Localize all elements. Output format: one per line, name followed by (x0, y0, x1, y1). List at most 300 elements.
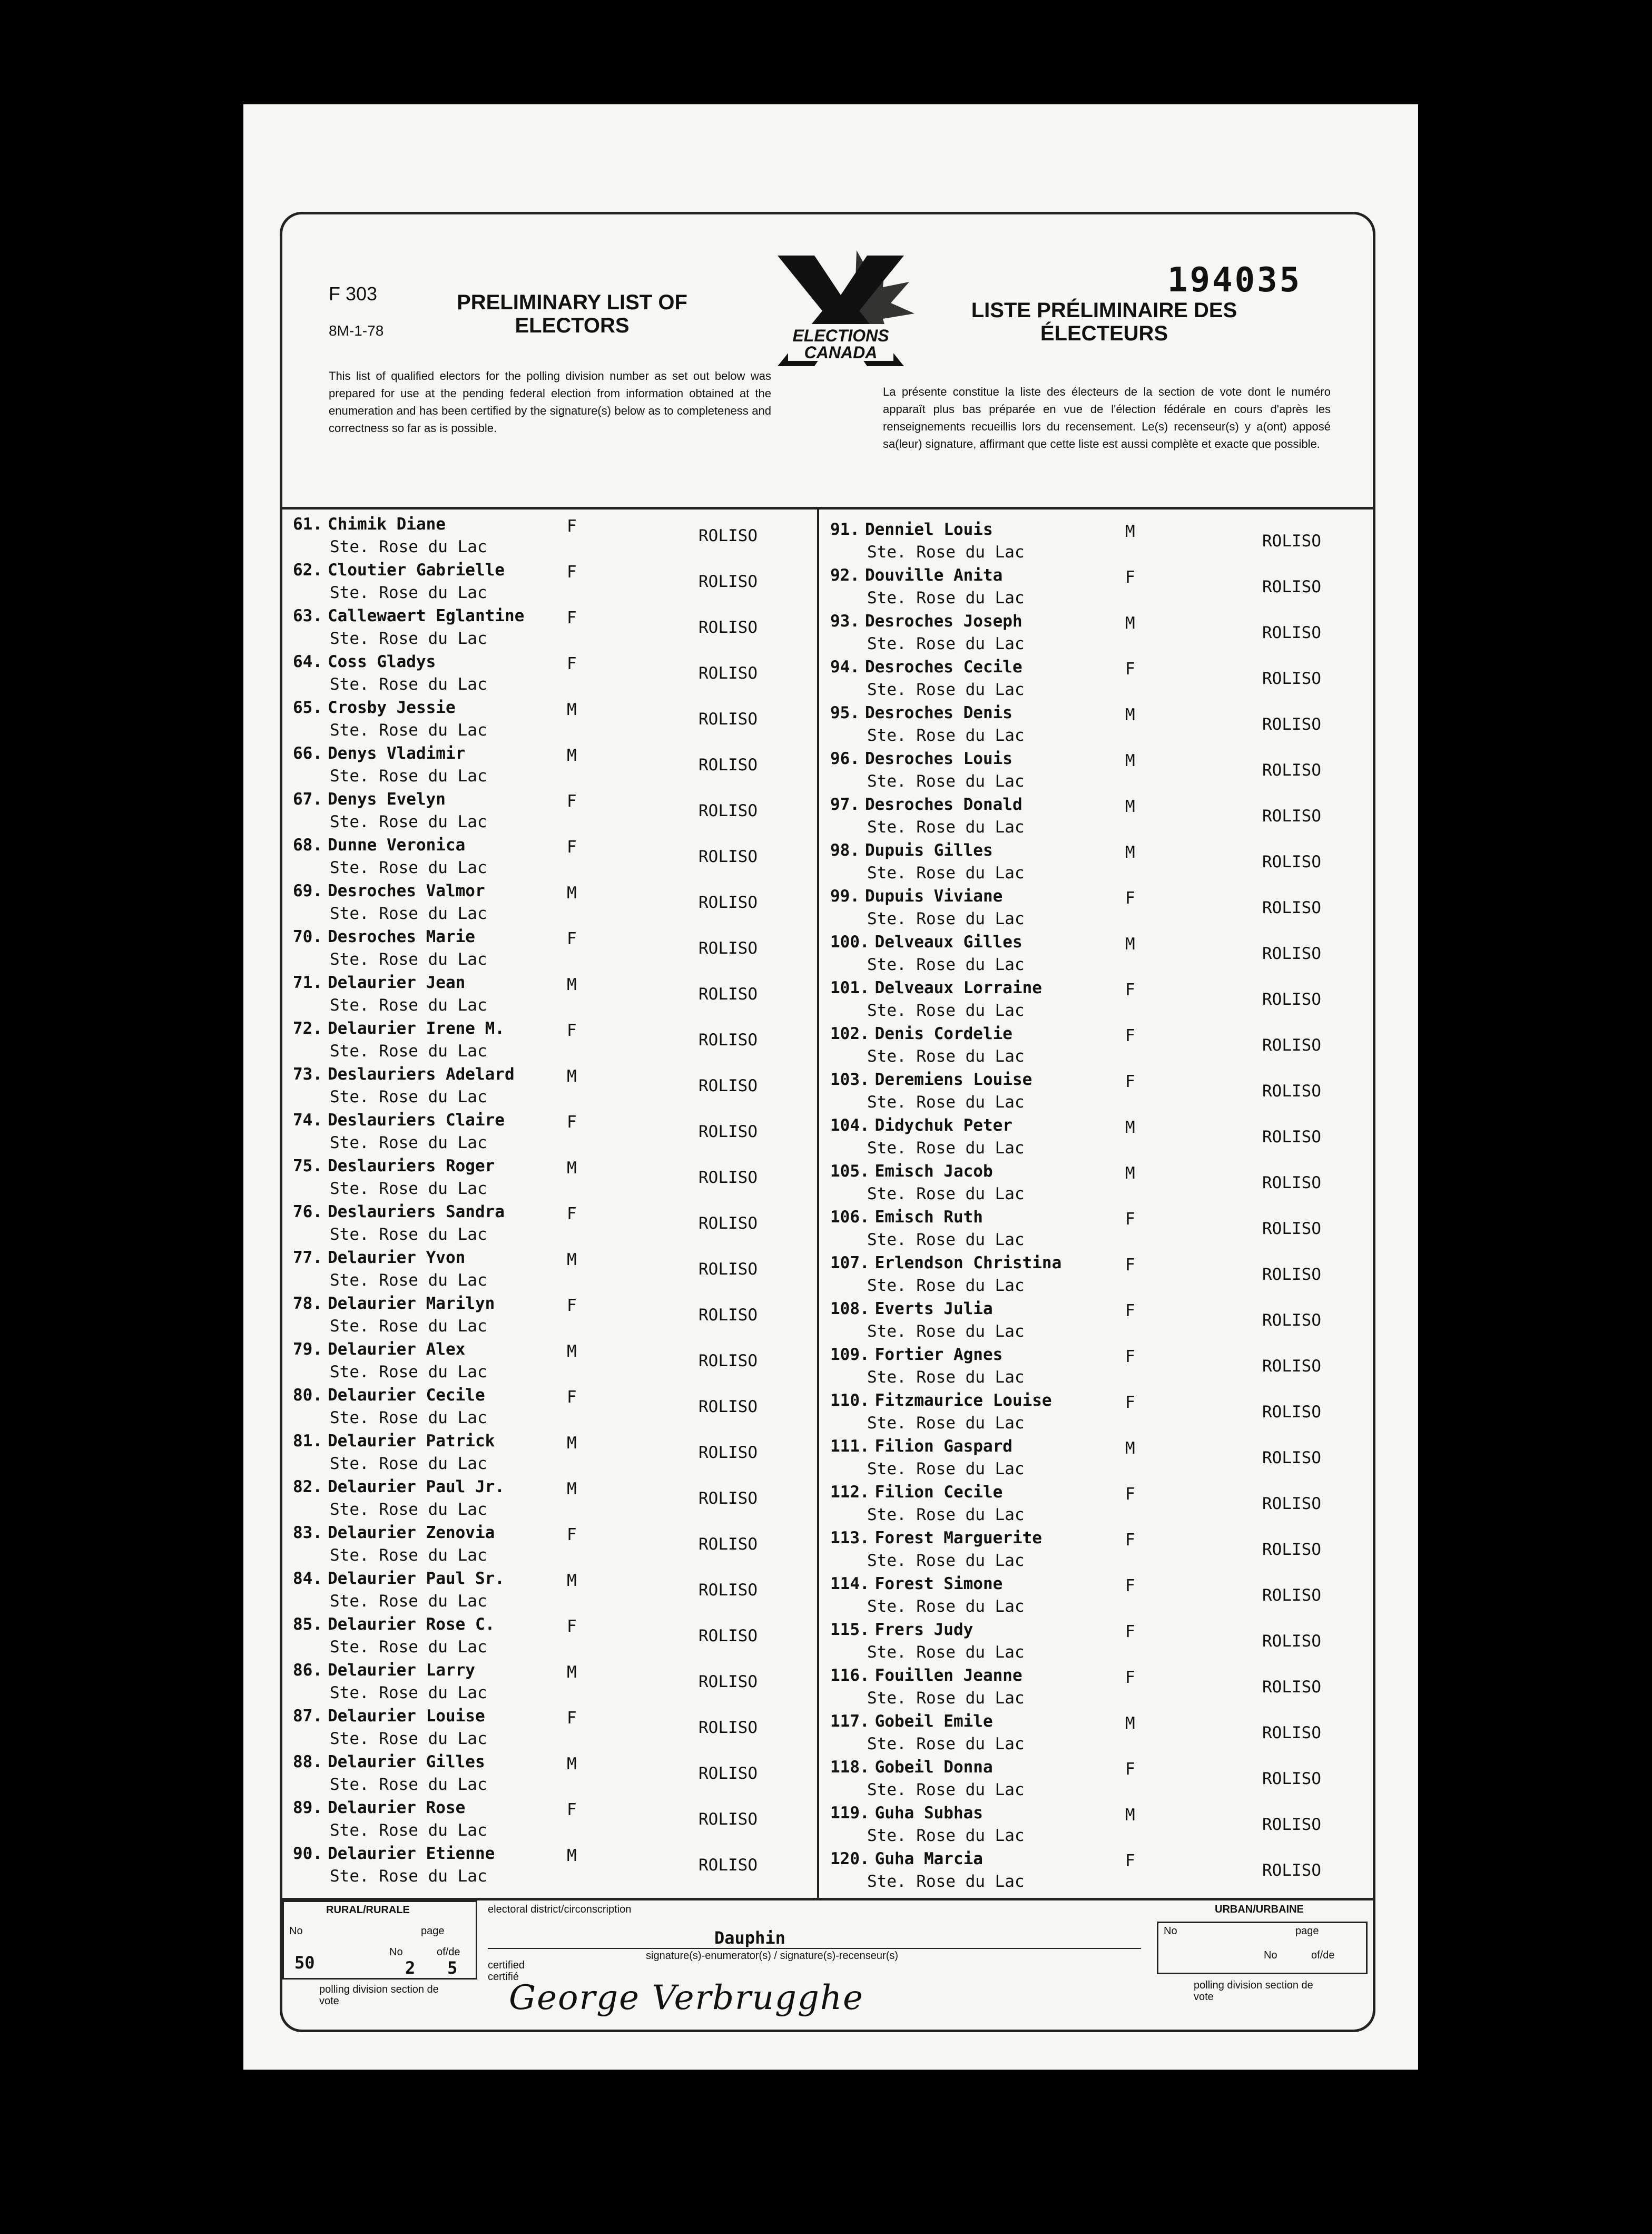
form-code: F 303 (329, 283, 378, 305)
elector-entry (293, 1798, 814, 1844)
elector-entry (293, 1615, 814, 1661)
elector-number: 119. (830, 1804, 870, 1823)
elector-poll: ROLISO (699, 572, 758, 591)
elector-entry (830, 1070, 1373, 1116)
elector-number-name (830, 1758, 993, 1777)
elector-name: Desroches Marie (328, 927, 475, 946)
elector-name: Delaurier Irene M. (328, 1019, 505, 1038)
elector-poll: ROLISO (1262, 1403, 1321, 1422)
elector-number: 93. (830, 612, 860, 631)
elector-name: Crosby Jessie (328, 698, 456, 717)
elector-address: Ste. Rose du Lac (330, 1179, 487, 1198)
elector-entry (830, 978, 1373, 1024)
elector-number: 97. (830, 795, 860, 814)
elector-address: Ste. Rose du Lac (330, 1775, 487, 1794)
elector-entry (293, 1432, 814, 1477)
elector-entry (293, 1294, 814, 1340)
elector-name: Fouillen Jeanne (874, 1666, 1022, 1685)
elector-name: Delaurier Jean (328, 973, 466, 992)
elector-number: 109. (830, 1345, 870, 1364)
elector-number-name (293, 1477, 505, 1496)
elector-sex: M (567, 1067, 577, 1086)
elector-number-name (293, 1523, 495, 1542)
urban-label: URBAN/URBAINE (1215, 1904, 1304, 1915)
elector-number: 79. (293, 1340, 322, 1359)
elector-sex: F (1125, 1072, 1135, 1091)
elector-number: 91. (830, 520, 860, 539)
elector-number: 116. (830, 1666, 870, 1685)
elector-poll: ROLISO (699, 1214, 758, 1233)
elector-number: 120. (830, 1849, 870, 1868)
elector-address: Ste. Rose du Lac (867, 1826, 1025, 1845)
elector-entry (293, 1157, 814, 1202)
elector-address: Ste. Rose du Lac (330, 629, 487, 648)
elector-entry (830, 1253, 1373, 1299)
elector-poll: ROLISO (1262, 1128, 1321, 1147)
elector-name: Delveaux Lorraine (874, 978, 1042, 997)
polling-division-value: 50 (294, 1953, 315, 1973)
elector-number-name (830, 1208, 983, 1227)
urban-page-label: page (1295, 1925, 1319, 1937)
elector-name: Guha Subhas (874, 1804, 983, 1823)
elector-entry (293, 652, 814, 698)
elector-sex: F (1125, 1256, 1135, 1275)
elector-number-name (293, 1294, 495, 1313)
elector-number-name (830, 1116, 1012, 1135)
elector-sex: M (567, 1434, 577, 1453)
elector-number-name (830, 612, 1022, 631)
title-english: PRELIMINARY LIST OF ELECTORS (457, 291, 687, 337)
elector-entry (293, 973, 814, 1019)
elector-sex: M (567, 1571, 577, 1590)
elector-entry (293, 1111, 814, 1157)
elector-poll: ROLISO (699, 1306, 758, 1325)
elector-sex: M (1125, 1164, 1135, 1183)
elector-address: Ste. Rose du Lac (867, 1414, 1025, 1433)
elector-entry (293, 561, 814, 606)
elector-poll: ROLISO (1262, 669, 1321, 688)
elector-entry (830, 749, 1373, 795)
elector-number: 111. (830, 1437, 870, 1456)
elector-address: Ste. Rose du Lac (867, 1689, 1025, 1708)
elector-name: Delaurier Yvon (328, 1248, 466, 1267)
elector-sex: F (1125, 981, 1135, 1000)
elector-number-name (293, 1707, 485, 1726)
elector-entry (830, 795, 1373, 841)
elector-number-name (293, 973, 465, 992)
elector-address: Ste. Rose du Lac (867, 589, 1025, 608)
elector-sex: F (567, 792, 577, 811)
elector-number: 114. (830, 1574, 870, 1593)
elector-name: Deremiens Louise (874, 1070, 1032, 1089)
elector-name: Denys Vladimir (328, 744, 466, 763)
elector-name: Delaurier Patrick (328, 1432, 495, 1451)
elector-sex: F (1125, 1347, 1135, 1366)
elector-poll: ROLISO (1262, 990, 1321, 1009)
form-footer (282, 1898, 1375, 2032)
elector-sex: F (567, 1204, 577, 1223)
elector-name: Gobeil Donna (874, 1758, 993, 1777)
electors-form (280, 212, 1375, 2032)
elector-number: 92. (830, 566, 860, 585)
elector-entry (830, 1712, 1373, 1758)
elector-poll: ROLISO (699, 1351, 758, 1370)
elector-number-name (830, 1483, 1002, 1502)
elector-sex: M (567, 884, 577, 903)
elector-entry (830, 1574, 1373, 1620)
elector-entry (830, 1758, 1373, 1804)
elector-poll: ROLISO (699, 985, 758, 1004)
elector-number: 77. (293, 1248, 322, 1267)
elector-entry (830, 658, 1373, 703)
elector-sex: M (1125, 797, 1135, 816)
elector-sex: F (567, 1021, 577, 1040)
elector-sex: F (567, 1388, 577, 1407)
elector-sex: M (567, 1159, 577, 1178)
elector-sex: F (567, 563, 577, 582)
elector-address: Ste. Rose du Lac (867, 1597, 1025, 1616)
elector-number-name (293, 1798, 465, 1817)
elector-number: 85. (293, 1615, 322, 1634)
page-value: 2 (405, 1958, 416, 1978)
elector-sex: F (567, 1113, 577, 1132)
elector-poll: ROLISO (1262, 807, 1321, 826)
elector-sex: M (1125, 522, 1135, 541)
elector-number: 88. (293, 1752, 322, 1771)
elector-sex: F (1125, 660, 1135, 679)
elector-poll: ROLISO (699, 1581, 758, 1600)
elector-address: Ste. Rose du Lac (330, 1225, 487, 1244)
elector-address: Ste. Rose du Lac (330, 996, 487, 1015)
elector-poll: ROLISO (699, 893, 758, 912)
elector-entry (293, 1477, 814, 1523)
elector-address: Ste. Rose du Lac (867, 1001, 1025, 1020)
elector-address: Ste. Rose du Lac (330, 1500, 487, 1519)
elector-name: Dunne Veronica (328, 836, 466, 855)
elector-address: Ste. Rose du Lac (867, 1184, 1025, 1203)
elector-number-name (830, 1253, 1061, 1272)
elector-poll: ROLISO (1262, 577, 1321, 596)
elector-number-name (830, 887, 1002, 906)
elector-sex: M (567, 1846, 577, 1865)
elector-number-name (293, 744, 465, 763)
rural-label: RURAL/RURALE (326, 1904, 410, 1916)
elector-name: Gobeil Emile (874, 1712, 993, 1731)
elector-entry (293, 1844, 814, 1890)
elector-name: Frers Judy (874, 1620, 974, 1639)
elector-address: Ste. Rose du Lac (867, 1276, 1025, 1295)
elector-number-name (293, 652, 436, 671)
urban-no-label: No (1164, 1925, 1177, 1937)
elector-poll: ROLISO (699, 1810, 758, 1829)
elector-entry (293, 1019, 814, 1065)
elector-poll: ROLISO (699, 1031, 758, 1050)
elector-entry (293, 698, 814, 744)
elector-poll: ROLISO (699, 1535, 758, 1554)
elector-poll: ROLISO (1262, 944, 1321, 963)
elector-number: 64. (293, 652, 322, 671)
elector-address: Ste. Rose du Lac (867, 909, 1025, 928)
signature-label: signature(s)-enumerator(s) / signature(s)-recenseur(s) (646, 1950, 899, 1962)
elector-name: Delaurier Zenovia (328, 1523, 495, 1542)
elector-address: Ste. Rose du Lac (330, 1821, 487, 1840)
elector-name: Delaurier Gilles (328, 1752, 485, 1771)
elector-name: Emisch Ruth (874, 1208, 983, 1227)
elector-poll: ROLISO (1262, 1769, 1321, 1788)
elector-name: Desroches Louis (865, 749, 1012, 768)
elector-entry (293, 1248, 814, 1294)
elector-name: Coss Gladys (328, 652, 436, 671)
elector-name: Denniel Louis (865, 520, 993, 539)
elector-entry (830, 1299, 1373, 1345)
elector-sex: M (1125, 614, 1135, 633)
of-label: of/de (437, 1946, 460, 1958)
elector-number-name (293, 1569, 505, 1588)
elector-address: Ste. Rose du Lac (867, 1551, 1025, 1570)
elector-number: 99. (830, 887, 860, 906)
elector-name: Forest Simone (874, 1574, 1003, 1593)
elector-number: 105. (830, 1162, 870, 1181)
elector-address: Ste. Rose du Lac (330, 1546, 487, 1565)
elector-number: 115. (830, 1620, 870, 1639)
elector-sex: M (1125, 751, 1135, 770)
elector-sex: F (1125, 1622, 1135, 1641)
elector-number-name (830, 1345, 1002, 1364)
elector-sex: F (1125, 1668, 1135, 1687)
elector-address: Ste. Rose du Lac (867, 634, 1025, 653)
elector-sex: F (567, 1709, 577, 1728)
elector-poll: ROLISO (1262, 853, 1321, 871)
elector-address: Ste. Rose du Lac (330, 1592, 487, 1611)
elector-poll: ROLISO (1262, 1357, 1321, 1376)
elector-address: Ste. Rose du Lac (330, 858, 487, 877)
electors-right-column (820, 520, 1375, 1895)
elector-address: Ste. Rose du Lac (330, 767, 487, 786)
enumerator-signature: George Verbrugghe (509, 1978, 864, 2017)
elector-entry (830, 1391, 1373, 1437)
elector-address: Ste. Rose du Lac (867, 1047, 1025, 1066)
elector-number-name (830, 1437, 1012, 1456)
elector-number-name (830, 841, 993, 860)
elector-address: Ste. Rose du Lac (867, 1735, 1025, 1753)
elector-address: Ste. Rose du Lac (330, 1408, 487, 1427)
elector-name: Cloutier Gabrielle (328, 561, 505, 580)
elector-number: 113. (830, 1528, 870, 1547)
paper-sheet (243, 104, 1418, 2070)
elector-poll: ROLISO (699, 847, 758, 866)
elector-entry (293, 1523, 814, 1569)
elector-entry (293, 1569, 814, 1615)
elector-sex: M (567, 746, 577, 765)
elector-poll: ROLISO (699, 1122, 758, 1141)
elector-number: 81. (293, 1432, 322, 1451)
elector-number: 104. (830, 1116, 870, 1135)
elector-number: 63. (293, 606, 322, 625)
elector-number-name (830, 1712, 993, 1731)
elector-poll: ROLISO (1262, 761, 1321, 780)
elector-address: Ste. Rose du Lac (867, 1643, 1025, 1662)
elector-sex: M (567, 1250, 577, 1269)
elector-name: Delaurier Cecile (328, 1386, 485, 1405)
no-label: No (289, 1925, 303, 1937)
elector-entry (293, 744, 814, 790)
elector-number-name (293, 1248, 465, 1267)
elector-name: Desroches Denis (865, 703, 1012, 722)
elector-poll: ROLISO (1262, 1082, 1321, 1101)
elector-number: 89. (293, 1798, 322, 1817)
elector-name: Delveaux Gilles (874, 933, 1022, 952)
elector-entry (293, 1065, 814, 1111)
elector-address: Ste. Rose du Lac (330, 721, 487, 740)
elector-entry (830, 1849, 1373, 1895)
elector-number: 98. (830, 841, 860, 860)
elector-entry (830, 1804, 1373, 1849)
elector-name: Callewaert Eglantine (328, 606, 525, 625)
elector-address: Ste. Rose du Lac (330, 812, 487, 831)
elector-name: Desroches Valmor (328, 881, 485, 900)
elector-sex: F (1125, 1393, 1135, 1412)
elector-number-name (830, 1528, 1042, 1547)
elector-entry (830, 1345, 1373, 1391)
elector-poll: ROLISO (699, 1489, 758, 1508)
elector-number-name (830, 795, 1022, 814)
elector-number-name (293, 1432, 495, 1451)
elector-number-name (830, 1804, 983, 1823)
elector-sex: F (567, 1800, 577, 1819)
elector-number-name (830, 749, 1012, 768)
elector-number-name (293, 927, 475, 946)
elector-name: Dupuis Gilles (865, 841, 993, 860)
elector-number: 84. (293, 1569, 322, 1588)
elector-entry (293, 1340, 814, 1386)
elector-address: Ste. Rose du Lac (867, 1230, 1025, 1249)
elector-number: 106. (830, 1208, 870, 1227)
elector-number-name (293, 1661, 475, 1680)
elector-name: Delaurier Rose C. (328, 1615, 495, 1634)
elector-number: 112. (830, 1483, 870, 1502)
elector-name: Dupuis Viviane (865, 887, 1003, 906)
elector-entry (293, 606, 814, 652)
elector-number: 61. (293, 515, 322, 534)
elector-poll: ROLISO (1262, 1265, 1321, 1284)
elector-name: Didychuk Peter (874, 1116, 1012, 1135)
elector-entry (293, 1752, 814, 1798)
elector-number: 108. (830, 1299, 870, 1318)
elector-number-name (293, 698, 456, 717)
urban-polling-label: polling division section de vote (1194, 1980, 1313, 2003)
elector-number-name (293, 1844, 495, 1863)
elector-number: 94. (830, 658, 860, 677)
elector-number: 65. (293, 698, 322, 717)
elector-entry (830, 1162, 1373, 1208)
elector-name: Filion Gaspard (874, 1437, 1012, 1456)
elector-poll: ROLISO (699, 801, 758, 820)
elector-number: 102. (830, 1024, 870, 1043)
elector-poll: ROLISO (1262, 623, 1321, 642)
elector-poll: ROLISO (1262, 715, 1321, 734)
elector-name: Denis Cordelie (874, 1024, 1012, 1043)
elector-poll: ROLISO (1262, 1678, 1321, 1697)
elector-poll: ROLISO (699, 1764, 758, 1783)
elector-poll: ROLISO (699, 710, 758, 729)
elector-entry (293, 1661, 814, 1707)
elector-name: Desroches Joseph (865, 612, 1022, 631)
elector-sex: M (567, 1342, 577, 1361)
elector-sex: F (1125, 1760, 1135, 1779)
elector-sex: M (1125, 1714, 1135, 1733)
elector-name: Filion Cecile (874, 1483, 1003, 1502)
elector-entry (830, 1024, 1373, 1070)
elector-poll: ROLISO (699, 1718, 758, 1737)
elector-number-name (293, 790, 446, 809)
elector-address: Ste. Rose du Lac (330, 675, 487, 694)
serial-number: 194035 (1167, 261, 1302, 300)
elector-sex: F (567, 654, 577, 673)
elector-entry (293, 1707, 814, 1752)
elector-address: Ste. Rose du Lac (867, 1505, 1025, 1524)
district-line (488, 1948, 1141, 1949)
elector-address: Ste. Rose du Lac (867, 955, 1025, 974)
elector-sex: F (1125, 1210, 1135, 1229)
elector-sex: F (567, 609, 577, 628)
elector-address: Ste. Rose du Lac (330, 1317, 487, 1336)
elector-poll: ROLISO (699, 1168, 758, 1187)
elector-address: Ste. Rose du Lac (867, 1780, 1025, 1799)
elector-sex: M (1125, 1118, 1135, 1137)
svg-text:ELECTIONS: ELECTIONS (792, 326, 889, 345)
elector-entry (830, 1437, 1373, 1483)
svg-text:CANADA: CANADA (804, 343, 878, 362)
elector-sex: M (1125, 1439, 1135, 1458)
elector-sex: M (1125, 843, 1135, 862)
elector-entry (830, 1116, 1373, 1162)
elector-address: Ste. Rose du Lac (330, 1087, 487, 1106)
elector-number-name (830, 566, 1002, 585)
elector-name: Desroches Donald (865, 795, 1022, 814)
elector-number: 107. (830, 1253, 870, 1272)
elector-number-name (830, 1391, 1052, 1410)
elector-poll: ROLISO (1262, 898, 1321, 917)
elector-sex: F (1125, 889, 1135, 908)
elector-number-name (830, 1620, 973, 1639)
elector-number-name (830, 1024, 1012, 1043)
elector-address: Ste. Rose du Lac (330, 1133, 487, 1152)
elector-number-name (830, 1574, 1002, 1593)
elector-name: Fitzmaurice Louise (874, 1391, 1052, 1410)
elector-number: 75. (293, 1157, 322, 1175)
elector-number-name (293, 1340, 465, 1359)
elector-number: 76. (293, 1202, 322, 1221)
elector-poll: ROLISO (1262, 1861, 1321, 1880)
elector-poll: ROLISO (699, 756, 758, 775)
elector-sex: M (1125, 1806, 1135, 1825)
intro-french: La présente constitue la liste des électeurs de la section de vote dont le numéro apparaît plus bas préparée en vue de l'élection fédérale en cours d'après les renseignements recueillis lors du recensement. Le(s) recenseur(s) y a(ont) apposé sa(leur) signature, affirmant que cette liste est aussi complète et exacte que possible. (883, 385, 1331, 450)
elector-sex: M (567, 700, 577, 719)
elector-number-name (830, 520, 993, 539)
elector-entry (830, 1208, 1373, 1253)
elector-poll: ROLISO (1262, 1036, 1321, 1055)
title-french: LISTE PRÉLIMINAIRE DES ÉLECTEURS (971, 299, 1237, 345)
polling-division-label: polling division section de vote (319, 1984, 439, 2007)
elector-entry (293, 836, 814, 881)
elector-address: Ste. Rose du Lac (867, 726, 1025, 745)
elector-poll: ROLISO (699, 1626, 758, 1645)
elector-number-name (830, 703, 1012, 722)
elector-name: Erlendson Christina (874, 1253, 1062, 1272)
elector-number-name (830, 1070, 1032, 1089)
elector-address: Ste. Rose du Lac (867, 543, 1025, 562)
elector-sex: M (567, 1755, 577, 1774)
